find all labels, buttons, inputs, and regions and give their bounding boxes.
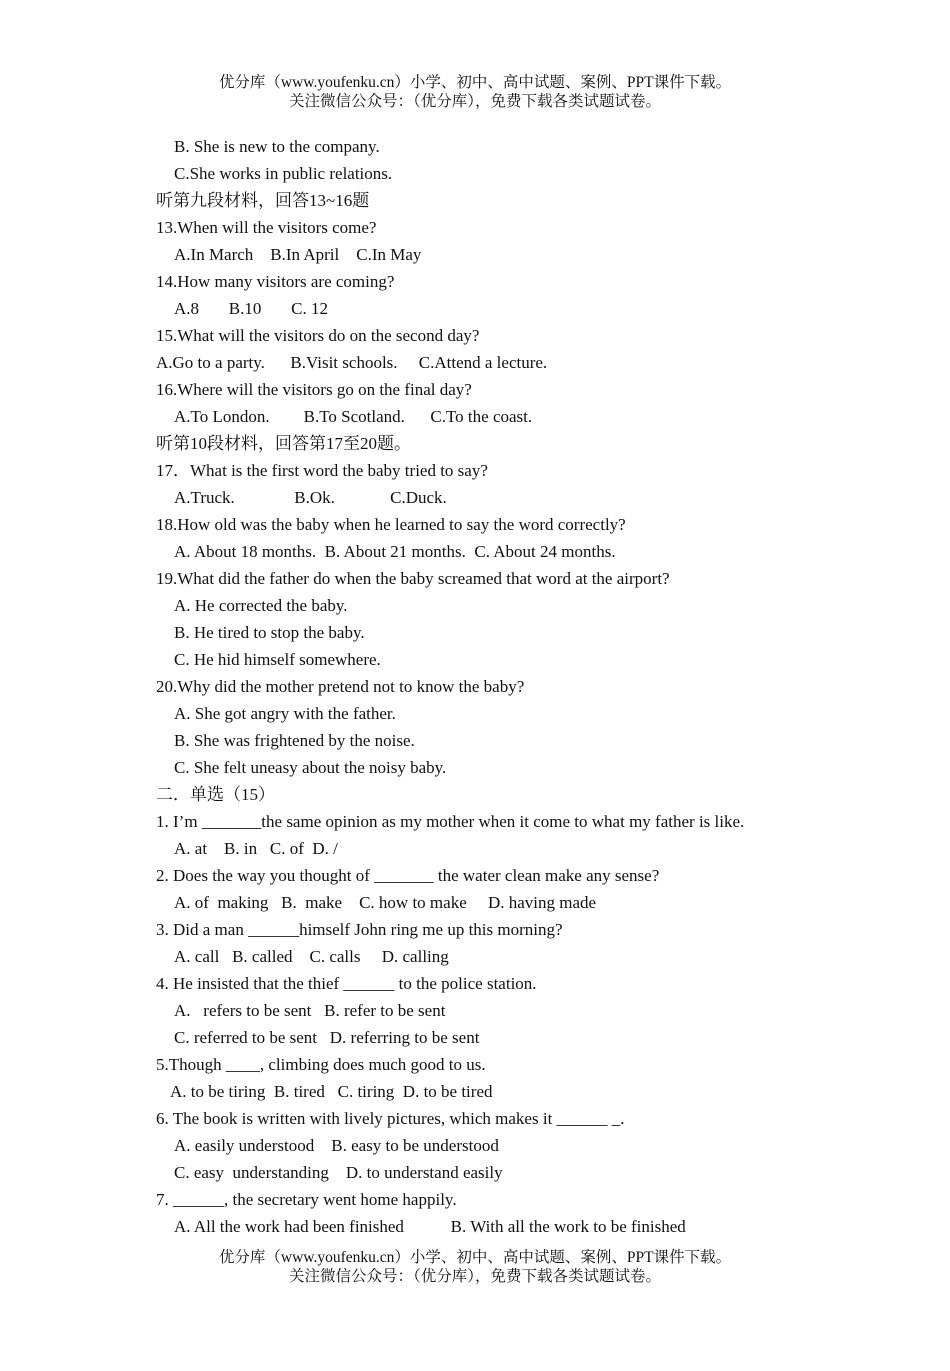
text-line: 13.When will the visitors come? (156, 218, 377, 237)
page-footer (0, 1248, 950, 1286)
answer-options-line: C. easy understanding D. to understand easily (174, 1163, 503, 1182)
text-line: 20.Why did the mother pretend not to know the baby? (156, 677, 525, 696)
text-line: A.Go to a party. B.Visit schools. C.Attend a lecture. (156, 353, 548, 372)
answer-options-line: A. All the work had been finished B. With all the work to be finished (174, 1217, 686, 1236)
answer-options-line: A. call B. called C. calls D. calling (174, 947, 449, 966)
answer-options-line: B. She was frightened by the noise. (174, 731, 415, 750)
answer-options-line: C. He hid himself somewhere. (174, 650, 381, 669)
text-line: 二．单选（15） (156, 785, 275, 804)
text-line: 19.What did the father do when the baby screamed that word at the airport? (156, 569, 670, 588)
header-line-2: 关注微信公众号：（优分库），免费下载各类试题试卷。 (288, 93, 661, 110)
text-line: 16.Where will the visitors go on the final day? (156, 380, 472, 399)
text-line: 4. He insisted that the thief ______ to the police station. (156, 974, 537, 993)
text-line: 7. ______, the secretary went home happily. (156, 1190, 457, 1209)
text-line: 17．What is the first word the baby tried to say? (156, 461, 488, 480)
answer-options-line: A. to be tiring B. tired C. tiring D. to be tired (170, 1082, 493, 1101)
text-line: 6. The book is written with lively pictures, which makes it ______ _. (156, 1109, 625, 1128)
answer-options-line: A.To London. B.To Scotland. C.To the coast. (174, 407, 533, 426)
footer-line-1: 优分库（www.youfenku.cn）小学、初中、高中试题、案例、PPT课件下载。 (218, 1249, 732, 1266)
answer-options-line: C. referred to be sent D. referring to be sent (174, 1028, 480, 1047)
answer-options-line: A. She got angry with the father. (174, 704, 396, 723)
answer-options-line: A.Truck. B.Ok. C.Duck. (174, 488, 447, 507)
answer-options-line: A.8 B.10 C. 12 (174, 299, 328, 318)
answer-options-line: C.She works in public relations. (174, 164, 393, 183)
text-line: 1. I’m _______the same opinion as my mother when it come to what my father is like. (156, 812, 745, 831)
footer-line-2: 关注微信公众号：（优分库），免费下载各类试题试卷。 (288, 1268, 661, 1285)
page-header (0, 73, 950, 111)
text-line: 5.Though ____, climbing does much good to us. (156, 1055, 486, 1074)
header-line-1: 优分库（www.youfenku.cn）小学、初中、高中试题、案例、PPT课件下载。 (218, 74, 732, 91)
text-line: 听第10段材料，回答第17至20题。 (156, 434, 411, 453)
answer-options-line: A. refers to be sent B. refer to be sent (174, 1001, 446, 1020)
text-line: 14.How many visitors are coming? (156, 272, 395, 291)
text-line: 15.What will the visitors do on the second day? (156, 326, 480, 345)
text-line: 听第九段材料，回答13~16题 (156, 191, 370, 210)
answer-options-line: A. He corrected the baby. (174, 596, 348, 615)
answer-options-line: B. He tired to stop the baby. (174, 623, 365, 642)
document-body (156, 133, 916, 1240)
answer-options-line: A. About 18 months. B. About 21 months. C. About 24 months. (174, 542, 616, 561)
answer-options-line: C. She felt uneasy about the noisy baby. (174, 758, 447, 777)
answer-options-line: A. easily understood B. easy to be understood (174, 1136, 499, 1155)
answer-options-line: A. at B. in C. of D. / (174, 839, 338, 858)
answer-options-line: A. of making B. make C. how to make D. having made (174, 893, 597, 912)
answer-options-line: B. She is new to the company. (174, 137, 380, 156)
text-line: 18.How old was the baby when he learned to say the word correctly? (156, 515, 626, 534)
answer-options-line: A.In March B.In April C.In May (174, 245, 422, 264)
text-line: 2. Does the way you thought of _______ the water clean make any sense? (156, 866, 660, 885)
text-line: 3. Did a man ______himself John ring me up this morning? (156, 920, 563, 939)
